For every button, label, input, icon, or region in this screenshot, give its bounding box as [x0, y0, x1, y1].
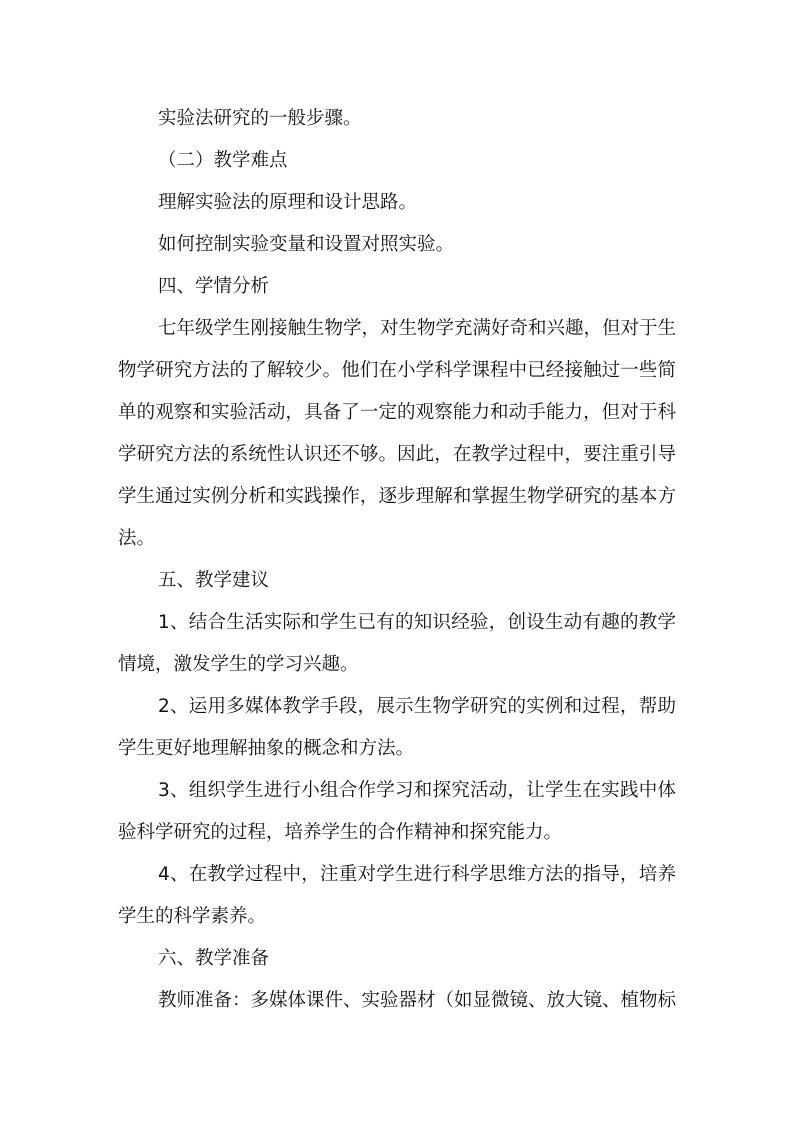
section-heading: 六、教学准备 [158, 948, 270, 969]
list-item-line: 4、在教学过程中，注重对学生进行科学思维方法的指导，培养 [158, 864, 676, 885]
list-item-line: 验科学研究的过程，培养学生的合作精神和探究能力。 [118, 822, 563, 843]
paragraph-line: 如何控制实验变量和设置对照实验。 [158, 234, 455, 255]
list-item-line: 学生的科学素养。 [118, 906, 267, 927]
paragraph-line: 七年级学生刚接触生物学，对生物学充满好奇和兴趣，但对于生 [158, 318, 677, 339]
paragraph-line: 学生通过实例分析和实践操作，逐步理解和掌握生物学研究的基本方 [118, 486, 676, 507]
list-item-line: 3、组织学生进行小组合作学习和探究活动，让学生在实践中体 [158, 780, 676, 801]
paragraph-line: 单的观察和实验活动，具备了一定的观察能力和动手能力，但对于科 [118, 402, 676, 423]
list-item-line: 学生更好地理解抽象的概念和方法。 [118, 738, 415, 759]
paragraph-line: 学研究方法的系统性认识还不够。因此，在教学过程中，要注重引导 [118, 444, 676, 465]
paragraph-line: 理解实验法的原理和设计思路。 [158, 192, 418, 213]
paragraph-line: 物学研究方法的了解较少。他们在小学科学课程中已经接触过一些简 [118, 360, 676, 381]
paragraph-line: 实验法研究的一般步骤。 [158, 108, 362, 129]
document-body [118, 98, 676, 1022]
paragraph-line: 教师准备：多媒体课件、实验器材（如显微镜、放大镜、植物标 [158, 990, 677, 1011]
section-heading: 四、学情分析 [158, 276, 270, 297]
section-heading: （二）教学难点 [158, 150, 288, 171]
section-heading: 五、教学建议 [158, 570, 270, 591]
list-item-line: 1、结合生活实际和学生已有的知识经验，创设生动有趣的教学 [158, 612, 676, 633]
list-item-line: 2、运用多媒体教学手段，展示生物学研究的实例和过程，帮助 [158, 696, 676, 717]
paragraph-line: 法。 [118, 528, 156, 549]
list-item-line: 情境，激发学生的学习兴趣。 [118, 654, 359, 675]
